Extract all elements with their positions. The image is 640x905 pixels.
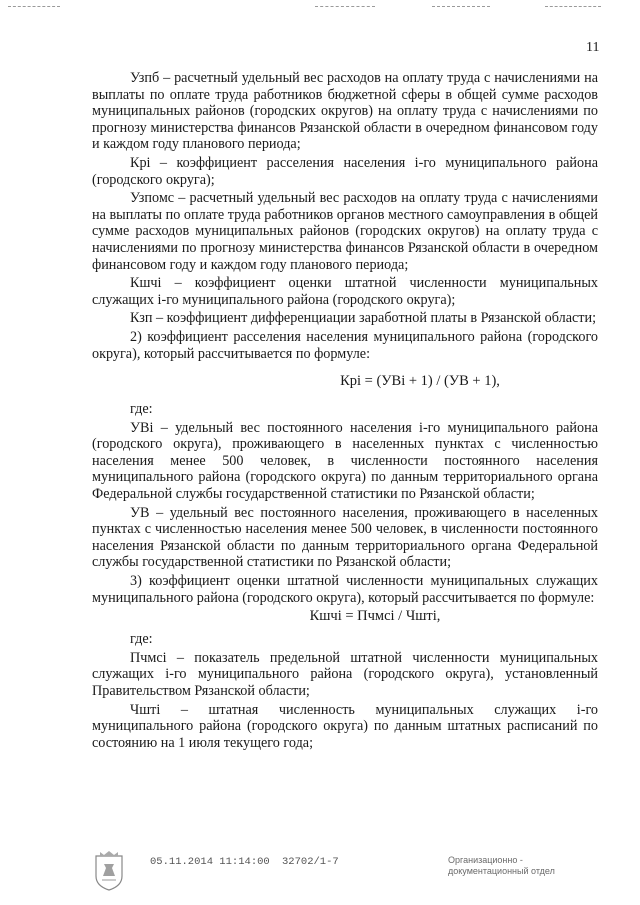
where-label-2: где: [130, 631, 153, 648]
coat-of-arms-icon [92, 850, 126, 892]
paragraph-kr: Крi – коэффициент расселения населения i-го муниципального района (городского округа); [92, 154, 598, 188]
paragraph-uv: УВ – удельный вес постоянного населения, проживающего в населенных пунктах с численностью населения менее 500 человек, в численности постоянного населения Рязанской области по данным территориального органа Федеральной службы государственной статистики по Рязанской области; [92, 504, 598, 571]
footer-org-line-2: документационный отдел [448, 866, 555, 876]
paragraph-kshch: Кшчi – коэффициент оценки штатной численности муниципальных служащих i-го муниципального района (городского округа); [92, 275, 598, 308]
footer-doc-number: 32702/1-7 [282, 856, 339, 868]
paragraph-uzpoms: Узпомс – расчетный удельный вес расходов на оплату труда с начислениями на выплаты по оплате труда работников органов местного самоуправления в общей сумме расходов муниципальных районов (городских округов) на оплату труда с начислениями по прогнозу министерства финансов Рязанской области в очередном финансовом году и каждом году планового периода; [92, 190, 598, 273]
paragraph-item-2: 2) коэффициент расселения населения муниципального района (городского округа), который рассчитывается по формуле: [92, 328, 598, 362]
footer-org-line-1: Организационно - [448, 855, 523, 865]
document-body [92, 70, 598, 753]
paragraph-uvi: УВi – удельный вес постоянного населения i-го муниципального района (городского округа), проживающего в населенных пунктах с численностью населения менее 500 человек, в численности постоянного населения муниципального района (городского округа) по данным территориального органа Федеральной службы государственной статистики по Рязанской области; [92, 419, 598, 503]
where-label-1: где: [130, 401, 153, 418]
footer-timestamp: 05.11.2014 11:14:00 [150, 856, 270, 868]
paragraph-pchms: Пчмсi – показатель предельной штатной численности муниципальных служащих i-го муниципального района (городского округа), установленный Правительством Рязанской области; [92, 649, 598, 699]
page-number: 11 [586, 40, 600, 55]
paragraph-chsht: Чштi – штатная численность муниципальных служащих i-го муниципального района (городского округа) по данным штатных расписаний по состоянию на 1 июля текущего года; [92, 701, 598, 751]
paragraph-kzp: Кзп – коэффициент дифференциации заработной платы в Рязанской области; [130, 310, 597, 327]
paragraph-item-3: 3) коэффициент оценки штатной численности муниципальных служащих муниципального района (городского округа), который рассчитывается по формуле: [92, 573, 598, 606]
scan-edge-line-right-2 [545, 6, 601, 8]
scan-edge-line-middle [315, 6, 375, 8]
footer-org-stamp [448, 855, 555, 877]
formula-kshch: Кшчi = Пчмсi / Чштi, [309, 608, 441, 625]
paragraph-uzpb: Узпб – расчетный удельный вес расходов на оплату труда с начислениями на выплаты по оплате труда работников бюджетной сферы в общей сумме расходов муниципальных районов (городских округов) на оплату труда с начислениями по прогнозу министерства финансов Рязанской области в очередном финансовом году и каждом году планового периода; [92, 70, 598, 153]
scan-edge-line-right-1 [432, 6, 490, 8]
formula-kr: Крi = (УВi + 1) / (УВ + 1), [340, 373, 500, 390]
scan-edge-line-left [8, 6, 60, 8]
